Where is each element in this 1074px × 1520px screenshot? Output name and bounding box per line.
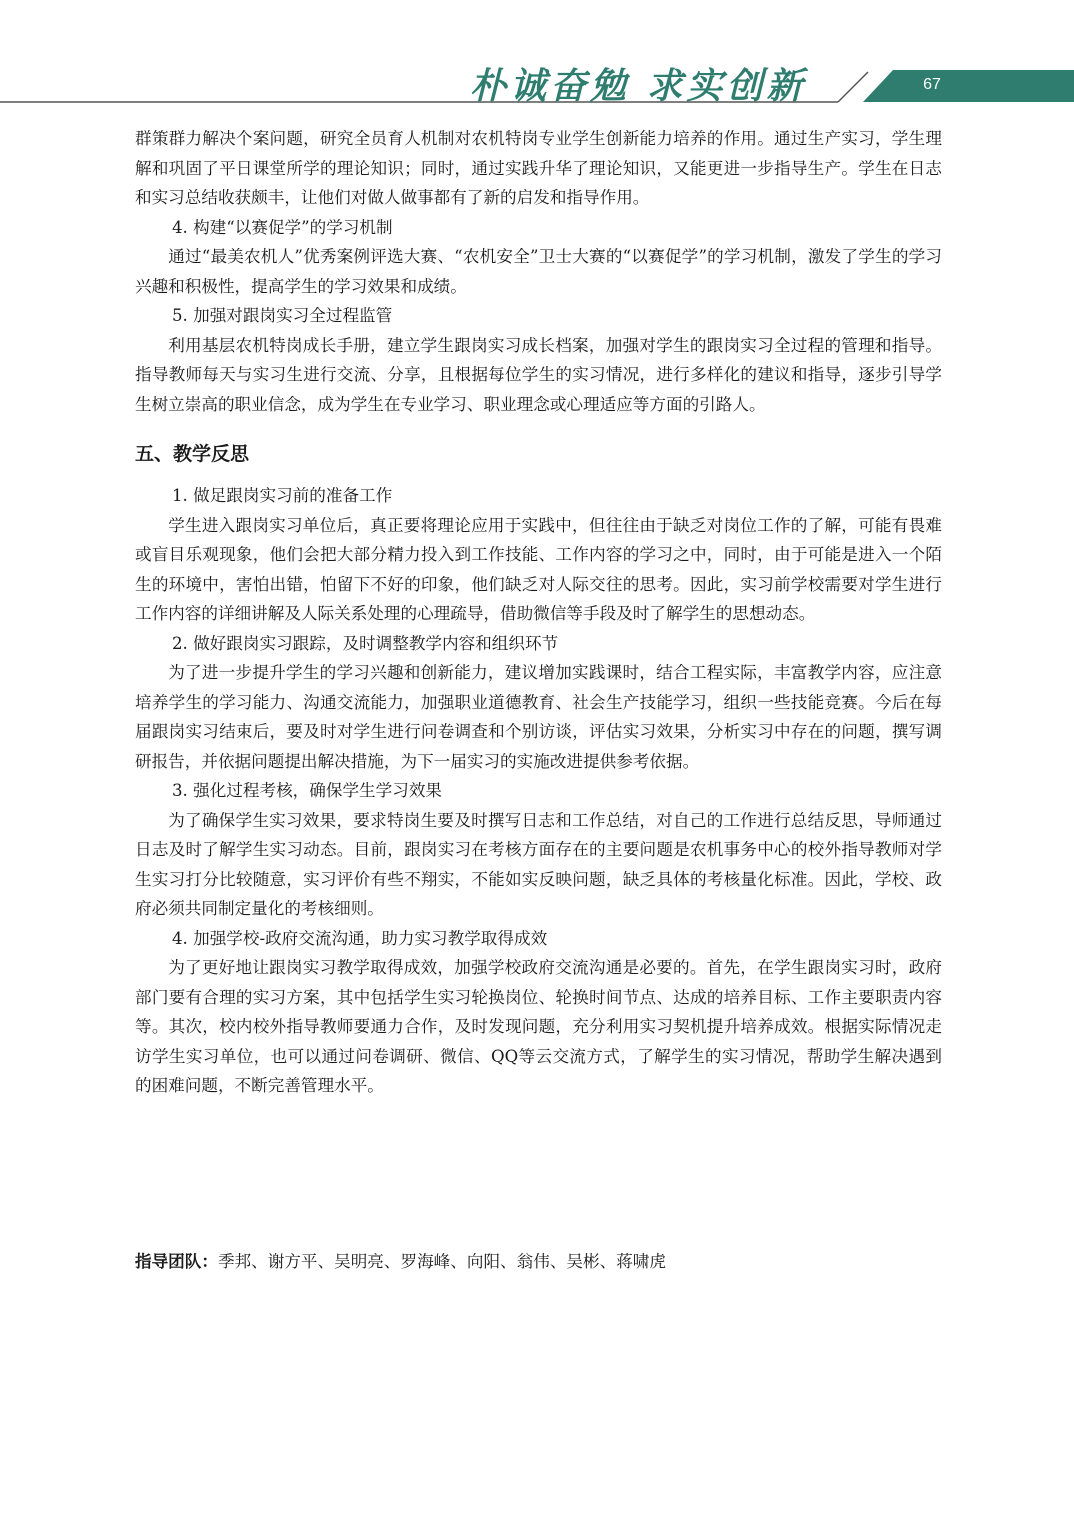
page-number: 67	[923, 76, 941, 93]
subheading-1: 1. 做足跟岗实习前的准备工作	[172, 486, 393, 505]
main-content	[135, 124, 942, 1101]
subheading-4: 4. 构建“以赛促学”的学习机制	[172, 217, 393, 237]
paragraph: 通过“最美农机人”优秀案例评选大赛、“农机安全”卫士大赛的“以赛促学”的学习机制，激发了学生的学习兴趣和积极性，提高学生的学习效果和成绩。	[135, 247, 942, 296]
paragraph: 学生进入跟岗实习单位后，真正要将理论应用于实践中，但往往由于缺乏对岗位工作的了解，可能有畏难或盲目乐观现象，他们会把大部分精力投入到工作技能、工作内容的学习之中，同时，由于可能是进入一个陌生的环境中，害怕出错，怕留下不好的印象，他们缺乏对人际交往的思考。因此，实习前学校需要对学生进行工作内容的详细讲解及人际关系处理的心理疏导，借助微信等手段及时了解学生的思想动态。	[135, 515, 942, 623]
page-header	[0, 0, 1074, 110]
subheading-3: 3. 强化过程考核，确保学生学习效果	[172, 781, 443, 800]
paragraph: 为了更好地让跟岗实习教学取得成效，加强学校政府交流沟通是必要的。首先，在学生跟岗实习时，政府部门要有合理的实习方案，其中包括学生实习轮换岗位、轮换时间节点、达成的培养目标、工作主要职责内容等。其次，校内校外指导教师要通力合作，及时发现问题，充分利用实习契机提升培养成效。根据实际情况走访学生实习单位，也可以通过问卷调研、微信、QQ等云交流方式，了解学生的实习情况，帮助学生解决遇到的困难问题，不断完善管理水平。	[135, 958, 942, 1095]
paragraph-continued: 群策群力解决个案问题，研究全员育人机制对农机特岗专业学生创新能力培养的作用。通过生产实习，学生理解和巩固了平日课堂所学的理论知识；同时，通过实践升华了理论知识，又能更进一步指导生产。学生在日志和实习总结收获颇丰，让他们对做人做事都有了新的启发和指导作用。	[135, 129, 942, 207]
page-number-tab	[863, 70, 1074, 102]
paragraph: 利用基层农机特岗成长手册，建立学生跟岗实习成长档案，加强对学生的跟岗实习全过程的管理和指导。指导教师每天与实习生进行交流、分享，且根据每位学生的实习情况，进行多样化的建议和指导，逐步引导学生树立崇高的职业信念，成为学生在专业学习、职业理念或心理适应等方面的引路人。	[135, 335, 942, 414]
paragraph: 为了进一步提升学生的学习兴趣和创新能力，建议增加实践课时，结合工程实际，丰富教学内容，应注意培养学生的学习能力、沟通交流能力，加强职业道德教育、社会生产技能学习，组织一些技能竞赛。今后在每届跟岗实习结束后，要及时对学生进行问卷调查和个别访谈，评估实习效果，分析实习中存在的问题，撰写调研报告，并依据问题提出解决措施，为下一届实习的实施改进提供参考依据。	[135, 663, 942, 771]
subheading-4: 4. 加强学校-政府交流沟通，助力实习教学取得成效	[172, 928, 548, 948]
guidance-team	[135, 1247, 942, 1276]
team-label: 指导团队：	[135, 1252, 218, 1271]
team-members: 季邦、谢方平、吴明亮、罗海峰、向阳、翁伟、吴彬、蒋啸虎	[217, 1252, 666, 1271]
header-motto: 朴诚奋勉 求实创新	[470, 65, 807, 107]
subheading-5: 5. 加强对跟岗实习全过程监管	[172, 306, 393, 325]
section-title: 五、教学反思	[135, 443, 250, 465]
subheading-2: 2. 做好跟岗实习跟踪，及时调整教学内容和组织环节	[172, 633, 559, 653]
paragraph: 为了确保学生实习效果，要求特岗生要及时撰写日志和工作总结，对自己的工作进行总结反思，导师通过日志及时了解学生实习动态。目前，跟岗实习在考核方面存在的主要问题是农机事务中心的校外指导教师对学生实习打分比较随意，实习评价有些不翔实，不能如实反映问题，缺乏具体的考核量化标准。因此，学校、政府必须共同制定量化的考核细则。	[135, 810, 942, 918]
